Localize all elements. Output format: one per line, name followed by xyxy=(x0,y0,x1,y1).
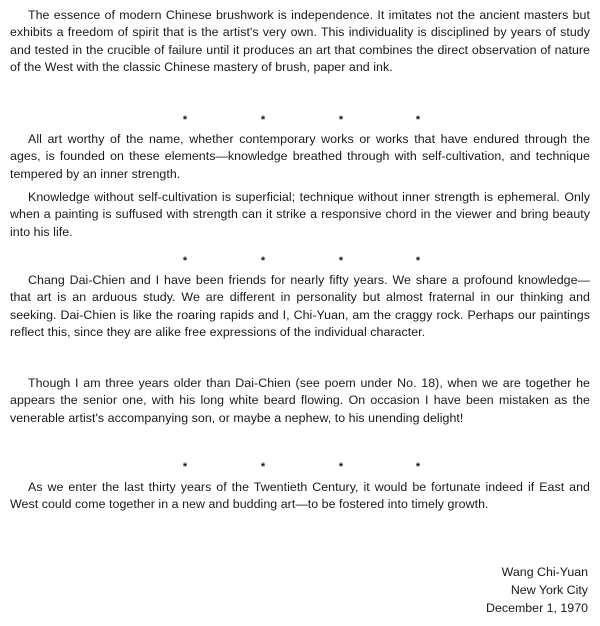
separator-star: * xyxy=(182,255,188,267)
section-separator xyxy=(0,254,600,268)
paragraph-older: Though I am three years older than Dai-Chien (see poem under No. 18), when we are together he appears the senior one, with his long white beard flowing. On occasion I have been mistaken as the venerable artist's accompanying son, or maybe a nephew, to his unending delight! xyxy=(10,376,590,425)
section-separator xyxy=(0,113,600,127)
paragraph-independence: The essence of modern Chinese brushwork is independence. It imitates not the ancient masters but exhibits a freedom of spirit that is the artist's very own. This individuality is disciplined by years of study and tested in the crucible of failure until it produces an art that combines the direct observation of nature of the West with the classic Chinese mastery of brush, paper and ink. xyxy=(10,8,590,75)
separator-star: * xyxy=(182,461,188,473)
section-separator xyxy=(0,460,600,474)
paragraph-art-worthy: All art worthy of the name, whether contemporary works or works that have endured through the ages, is founded on these elements—knowledge breathed through with self-cultivation, and technique tempered by an inner strength. xyxy=(10,132,590,181)
separator-star: * xyxy=(338,255,344,267)
separator-star: * xyxy=(415,255,421,267)
paragraph-knowledge: Knowledge without self-cultivation is superficial; technique without inner strength is ephemeral. Only when a painting is suffused with strength can it strike a responsive chord in the viewer and bring beauty into his life. xyxy=(10,190,590,239)
separator-star: * xyxy=(260,461,266,473)
separator-star: * xyxy=(260,255,266,267)
paragraph-friendship: Chang Dai-Chien and I have been friends for nearly fifty years. We share a profound knowledge—that art is an arduous study. We are different in personality but almost fraternal in our thinking and seeking. Dai-Chien is like the roaring rapids and I, Chi-Yuan, am the craggy rock. Perhaps our paintings reflect this, since they are alike free expressions of the individual character. xyxy=(10,273,590,340)
separator-star: * xyxy=(260,114,266,126)
separator-star: * xyxy=(338,461,344,473)
author-location: New York City xyxy=(510,583,588,597)
separator-star: * xyxy=(415,461,421,473)
author-name: Wang Chi-Yuan xyxy=(501,565,588,579)
paragraph-east-west: As we enter the last thirty years of the Twentieth Century, it would be fortunate indeed if East and West could come together in a new and budding art—to be fostered into timely growth. xyxy=(10,480,590,512)
separator-star: * xyxy=(338,114,344,126)
separator-star: * xyxy=(415,114,421,126)
signature-date: December 1, 1970 xyxy=(486,601,588,615)
signature-block xyxy=(486,563,588,617)
separator-star: * xyxy=(182,114,188,126)
